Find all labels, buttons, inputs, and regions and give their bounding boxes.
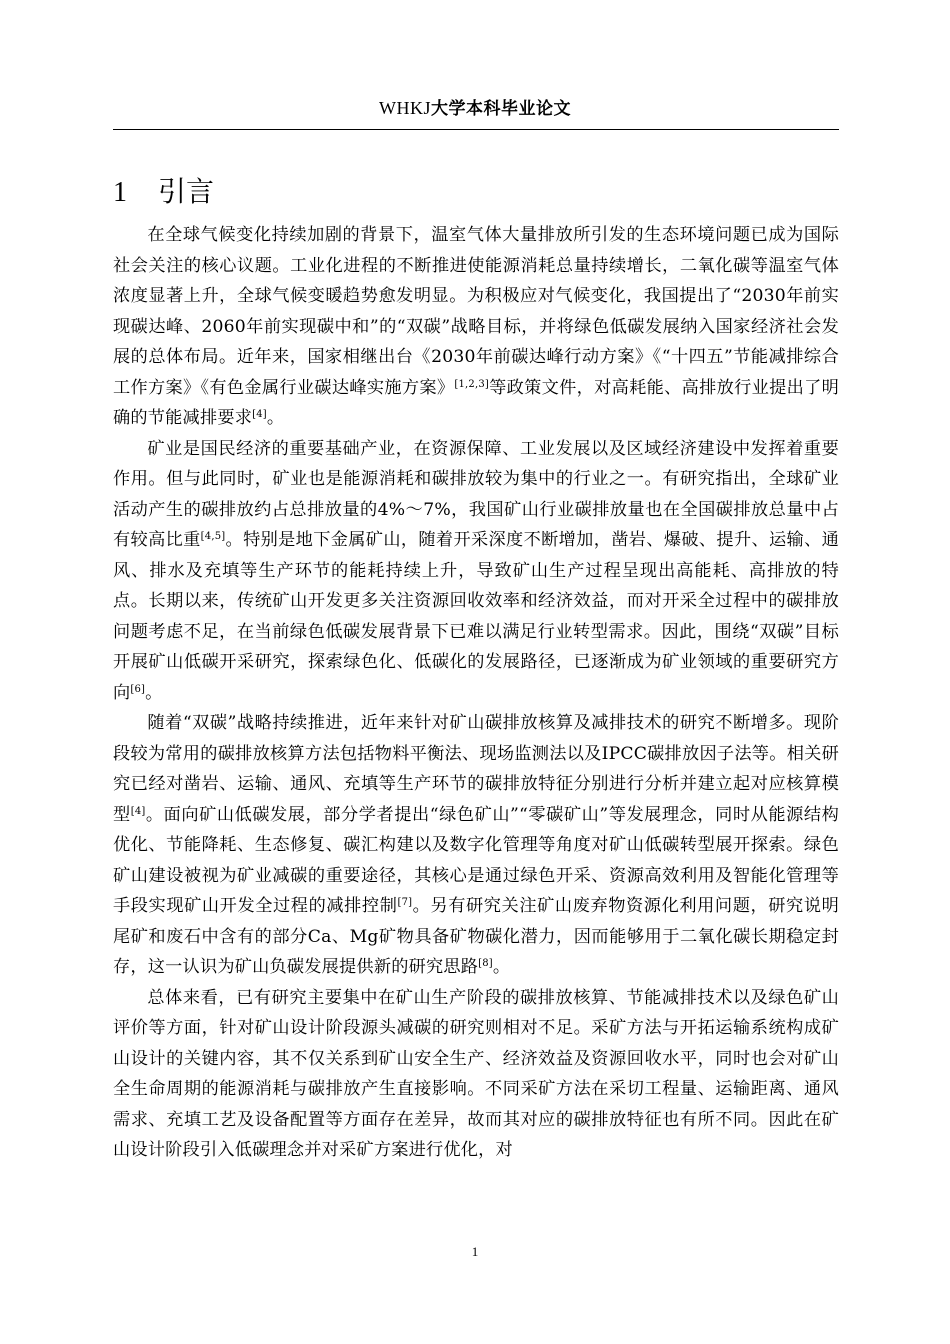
body-paragraph <box>113 434 839 709</box>
paragraph-text: 。面向矿山低碳发展，部分学者提出“绿色矿山”“零碳矿山”等发展理念，同时从能源结构优化、节能降耗、生态修复、碳汇构建以及数字化管理等角度对矿山低碳转型展开探索。绿色矿山建设被视为矿业减碳的重要途径，其核心是通过绿色开采、资源高效利用及智能化管理等手段实现矿山开发全过程的减排控制 <box>113 804 839 916</box>
citation-reference: [4] <box>252 409 267 420</box>
paragraph-text: 。 <box>492 957 511 977</box>
paragraph-text: 。另有研究关注矿山废弃物资源化利用问题，研究说明尾矿和废石中含有的部分Ca、Mg矿物具备矿物碳化潜力，因而能够用于二氧化碳长期稳定封存，这一认识为矿山负碳发展提供新的研究思路 <box>113 896 839 977</box>
section-title: 引言 <box>158 175 215 208</box>
paragraph-text: 。 <box>145 682 163 703</box>
header-rule <box>113 129 839 130</box>
body-text <box>113 220 839 1166</box>
paragraph-text: 在全球气候变化持续加剧的背景下，温室气体大量排放所引发的生态环境问题已成为国际社会关注的核心议题。工业化进程的不断推进使能源消耗总量持续增长，二氧化碳等温室气体浓度显著上升，全球气候变暖趋势愈发明显。为积极应对气候变化，我国提出了“2030年前实现碳达峰、2060年前实现碳中和”的“双碳”战略目标，并将绿色低碳发展纳入国家经济社会发展的总体布局。近年来，国家相继出台《2030年前碳达峰行动方案》《“十四五”节能减排综合工作方案》《有色金属行业碳达峰实施方案》 <box>113 225 839 398</box>
citation-reference: [6] <box>130 683 146 695</box>
citation-reference: [4,5] <box>200 531 226 542</box>
body-paragraph <box>113 983 839 1166</box>
citation-reference: [1,2,3] <box>454 378 490 390</box>
header-institution-code: WHKJ <box>379 98 431 118</box>
paragraph-text: 矿业是国民经济的重要基础产业，在资源保障、工业发展以及区域经济建设中发挥着重要作用。但与此同时，矿业也是能源消耗和碳排放较为集中的行业之一。有研究指出，全球矿业活动产生的碳排放约占总排放量的4%～7%，我国矿山行业碳排放量也在全国碳排放总量中占有较高比重 <box>113 438 839 550</box>
citation-reference: [8] <box>478 958 493 969</box>
paragraph-text: 等政策文件，对高耗能、高排放行业提出了明确的节能减排要求 <box>113 377 839 428</box>
section-number: 1 <box>113 177 127 208</box>
citation-reference: [7] <box>397 897 413 908</box>
body-paragraph <box>113 220 839 434</box>
running-header <box>0 96 950 121</box>
page-number: 1 <box>471 1244 479 1259</box>
citation-reference: [4] <box>130 805 146 817</box>
paragraph-text: 。 <box>266 408 285 428</box>
section-heading <box>113 174 214 211</box>
body-paragraph <box>113 708 839 983</box>
paragraph-text: 。特别是地下金属矿山，随着开采深度不断增加，凿岩、爆破、提升、运输、通风、排水及充填等生产环节的能耗持续上升，导致矿山生产过程呈现出高能耗、高排放的特点。长期以来，传统矿山开发更多关注资源回收效率和经济效益，而对开采全过程中的碳排放问题考虑不足，在当前绿色低碳发展背景下已难以满足行业转型需求。因此，围绕“双碳”目标开展矿山低碳开采研究，探索绿色化、低碳化的发展路径，已逐渐成为矿业领域的重要研究方向 <box>113 530 839 703</box>
paragraph-text: 总体来看，已有研究主要集中在矿山生产阶段的碳排放核算、节能减排技术以及绿色矿山评价等方面，针对矿山设计阶段源头减碳的研究则相对不足。采矿方法与开拓运输系统构成矿山设计的关键内容，其不仅关系到矿山安全生产、经济效益及资源回收水平，同时也会对矿山全生命周期的能源消耗与碳排放产生直接影响。不同采矿方法在采切工程量、运输距离、通风需求、充填工艺及设备配置等方面存在差异，故而其对应的碳排放特征也有所不同。因此在矿山设计阶段引入低碳理念并对采矿方案进行优化，对 <box>113 987 839 1160</box>
header-document-type: 大学本科毕业论文 <box>431 99 571 119</box>
paragraph-text: 随着“双碳”战略持续推进，近年来针对矿山碳排放核算及减排技术的研究不断增多。现阶段较为常用的碳排放核算方法包括物料平衡法、现场监测法以及IPCC碳排放因子法等。相关研究已经对凿岩、运输、通风、充填等生产环节的碳排放特征分别进行分析并建立起对应核算模型 <box>113 713 839 825</box>
